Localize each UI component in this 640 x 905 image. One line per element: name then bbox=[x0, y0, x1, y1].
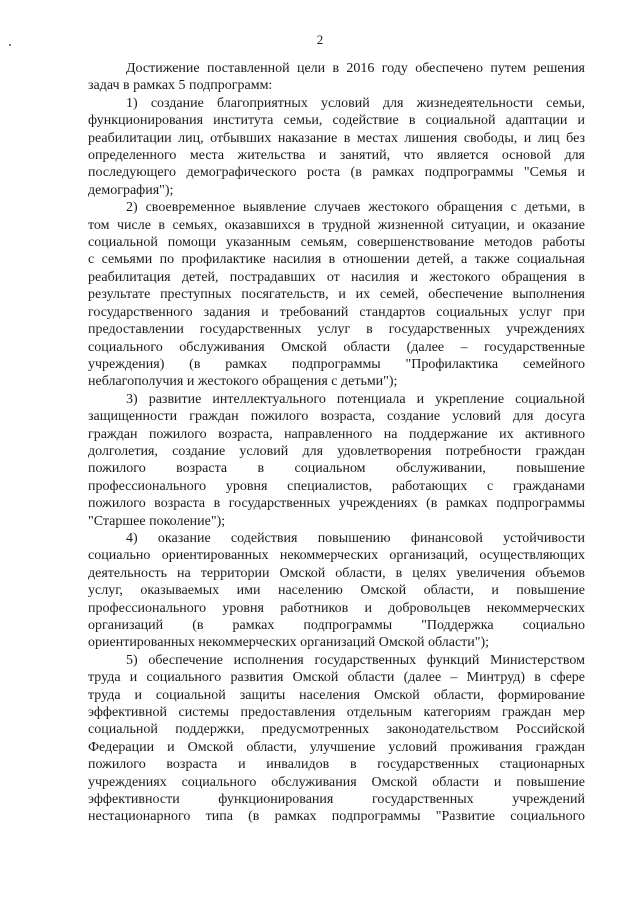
text-line: труда и социального развития Омской области (далее – Минтруд) в сфере bbox=[88, 670, 585, 686]
text-line: Федерации и Омской области, улучшение условий проживания граждан bbox=[88, 739, 585, 755]
text-line: ориентированных некоммерческих организаций Омской области"); bbox=[88, 635, 490, 651]
text-line: 1) создание благоприятных условий для жизнедеятельности семьи, bbox=[126, 95, 585, 111]
page-number: 2 bbox=[316, 32, 324, 47]
text-line: учреждениях социального обслуживания Омской области и повышение bbox=[88, 774, 585, 790]
text-line: социальной помощи указанным семьям, совершенствование методов работы bbox=[88, 235, 585, 251]
text-line: задач в рамках 5 подпрограмм: bbox=[88, 78, 273, 94]
text-line: государственного задания и требований стандартов социальных услуг при bbox=[88, 304, 585, 320]
paragraph bbox=[88, 199, 585, 390]
text-line: нестационарного типа (в рамках подпрограммы "Развитие социального bbox=[88, 809, 585, 825]
text-line: граждан пожилого возраста, направленного на поддержание их активного bbox=[88, 426, 585, 442]
text-line: пожилого возраста и инвалидов в государственных стационарных bbox=[88, 757, 585, 773]
text-line: предоставлении государственных услуг в государственных учреждениях bbox=[88, 322, 585, 338]
text-line: определенного места жительства и занятий, что является основой для bbox=[88, 148, 585, 164]
text-line: долголетия, создание условий для удовлетворения потребности граждан bbox=[88, 443, 585, 459]
text-line: том числе в семьях, оказавшихся в трудной жизненной ситуации, и оказание bbox=[88, 217, 585, 233]
text-line: 2) своевременное выявление случаев жестокого обращения с детьми, в bbox=[126, 200, 585, 216]
text-line: с семьями по профилактике насилия в отношении детей, а также социальная bbox=[88, 252, 585, 268]
text-line: эффективной системы предоставления отдельным категориям граждан мер bbox=[88, 705, 585, 721]
text-line: социально ориентированных некоммерческих организаций, осуществляющих bbox=[88, 548, 585, 564]
paragraph bbox=[88, 95, 585, 199]
paragraph bbox=[88, 391, 585, 530]
text-line: 4) оказание содействия повышению финансовой устойчивости bbox=[126, 530, 585, 546]
text-line: защищенности граждан пожилого возраста, создание условий для досуга bbox=[88, 409, 585, 425]
text-line: услуг, оказываемых ими населению Омской области, и повышение bbox=[88, 583, 585, 599]
text-line: последующего демографического роста (в рамках подпрограммы "Семья и bbox=[88, 165, 585, 181]
text-line: демография"); bbox=[88, 182, 174, 198]
text-line: организаций (в рамках подпрограммы "Поддержка социально bbox=[88, 618, 585, 633]
text-line: результате преступных посягательств, и их семей, обеспечение выполнения bbox=[88, 287, 585, 303]
text-line: реабилитация детей, пострадавших от насилия и жестокого обращения в bbox=[88, 269, 585, 285]
paragraph bbox=[88, 60, 585, 95]
text-line: профессионального уровня специалистов, работающих с гражданами bbox=[88, 478, 585, 494]
paragraph bbox=[88, 530, 585, 652]
text-line: 3) развитие интеллектуального потенциала и укрепление социальной bbox=[126, 391, 585, 407]
text-line: реабилитации лиц, отбывших наказание в местах лишения свободы, и лиц без bbox=[88, 130, 585, 146]
document-body bbox=[88, 60, 585, 826]
text-line: "Старшее поколение"); bbox=[88, 513, 226, 529]
text-line: неблагополучия и жестокого обращения с детьми"); bbox=[88, 374, 398, 390]
text-line: профессионального уровня работников и добровольцев некоммерческих bbox=[88, 600, 585, 616]
text-line: труда и социальной защиты населения Омской области, формирование bbox=[88, 687, 585, 703]
text-line: пожилого возраста в социальном обслуживании, повышение bbox=[88, 461, 585, 477]
text-line: учреждения) (в рамках подпрограммы "Профилактика семейного bbox=[88, 356, 585, 372]
text-line: эффективности функционирования государственных учреждений bbox=[88, 792, 585, 808]
text-line: функционирования института семьи, содействие в социальной адаптации и bbox=[88, 113, 585, 129]
paragraph bbox=[88, 652, 585, 826]
text-line: социального обслуживания Омской области (далее – государственные bbox=[88, 339, 585, 355]
text-line: социальной поддержки, предусмотренных законодательством Российской bbox=[88, 722, 585, 738]
text-line: пожилого возраста в государственных учреждениях (в рамках подпрограммы bbox=[88, 496, 585, 512]
text-line: деятельность на территории Омской области, в целях увеличения объемов bbox=[88, 565, 585, 581]
scan-speck bbox=[9, 44, 11, 46]
text-line: 5) обеспечение исполнения государственных функций Министерством bbox=[126, 652, 585, 668]
text-line: Достижение поставленной цели в 2016 году обеспечено путем решения bbox=[126, 61, 585, 76]
